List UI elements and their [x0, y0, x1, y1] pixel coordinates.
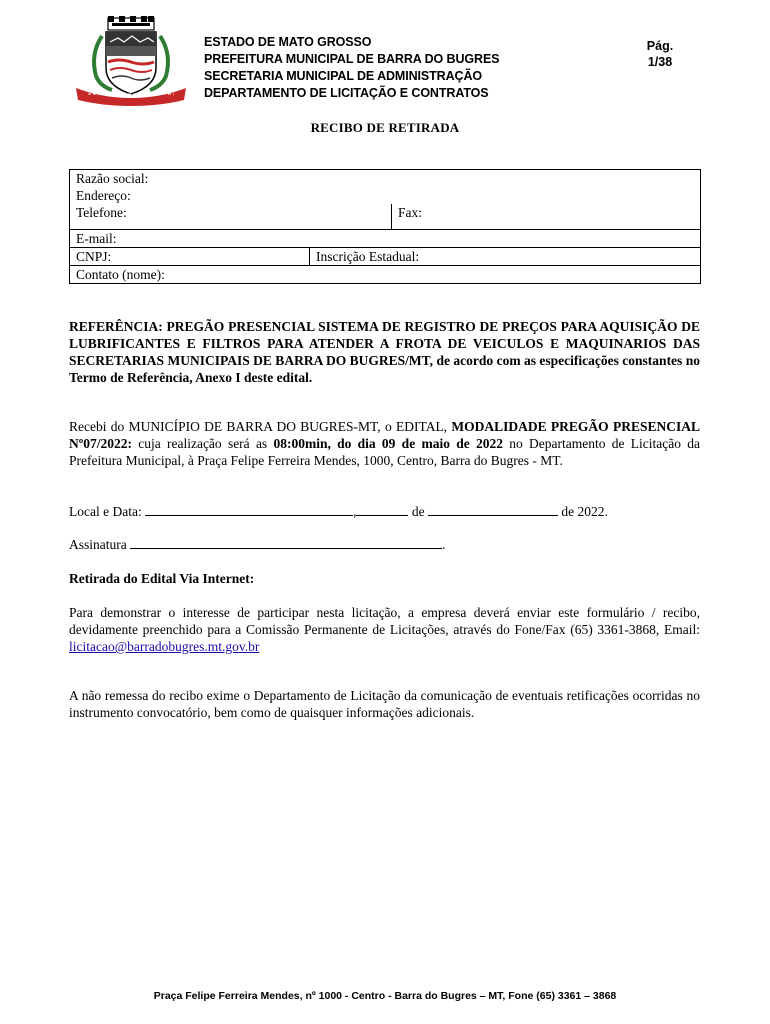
- form-row-razao: [70, 170, 700, 187]
- form-row-cnpj: [70, 247, 700, 265]
- demonstrar-text: Para demonstrar o interesse de participar nesta licitação, a empresa deverá enviar este formulário / recibo, devidamente preenchido para a Comissão Permanente de Licitações, através do Fone/Fax (65) 3361-3868, Email:: [69, 605, 700, 637]
- form-row-email: [70, 229, 700, 247]
- field-inscricao-estadual: Inscrição Estadual:: [316, 249, 420, 264]
- local-data-label: Local e Data:: [69, 504, 146, 519]
- field-fax: Fax:: [398, 205, 423, 220]
- header-state: ESTADO DE MATO GROSSO: [204, 35, 372, 49]
- header-secretariat: SECRETARIA MUNICIPAL DE ADMINISTRAÇÃO: [204, 69, 483, 83]
- header-city-hall: PREFEITURA MUNICIPAL DE BARRA DO BUGRES: [204, 52, 500, 66]
- recebi-date: 08:00min, do dia 09 de maio de 2022: [273, 436, 503, 451]
- page-number: [630, 38, 690, 70]
- document-header: [204, 34, 499, 102]
- field-email: E-mail:: [76, 231, 117, 246]
- recebi-text-2: cuja realização será as: [131, 436, 274, 451]
- day-blank: [356, 503, 408, 516]
- recebi-text-3: no Departamento de Licitação da Prefeitura Municipal, à Praça Felipe Ferreira Mendes, 1000, Centro, Barra do Bugres - MT.: [69, 436, 701, 468]
- page-footer: Praça Felipe Ferreira Mendes, nº 1000 - Centro - Barra do Bugres – MT, Fone (65) 3361 – 3868: [153, 990, 617, 1002]
- local-data-line: Local e Data: , de de 2022.: [69, 504, 608, 519]
- reference-paragraph: REFERÊNCIA: PREGÃO PRESENCIAL SISTEMA DE REGISTRO DE PREÇOS PARA AQUISIÇÃO DE LUBRIFICANTES E FILTROS PARA ATENDER A FROTA DE VEICULOS E MAQUINARIOS DAS SECRETARIAS MUNICIPAIS DE BARRA DO BUGRES/MT, de acordo com as especificações constantes no Termo de Referência, Anexo I deste edital.: [69, 319, 700, 385]
- field-razao-social: Razão social:: [76, 171, 149, 186]
- receipt-form: [69, 169, 701, 284]
- header-department: DEPARTAMENTO DE LICITAÇÃO E CONTRATOS: [204, 86, 489, 100]
- field-endereco: Endereço:: [76, 188, 131, 203]
- form-row-contato: [70, 265, 700, 283]
- field-telefone-label: Telefone:: [76, 205, 127, 220]
- recebi-text-1: Recebi do MUNICÍPIO DE BARRA DO BUGRES-MT, o EDITAL,: [69, 419, 452, 434]
- assinatura-label: Assinatura: [69, 537, 131, 552]
- local-blank: [145, 503, 353, 516]
- email-link[interactable]: licitacao@barradobugres.mt.gov.br: [69, 639, 260, 654]
- month-blank: [428, 503, 558, 516]
- demonstrar-paragraph: [69, 604, 700, 655]
- via-internet-heading: Retirada do Edital Via Internet:: [69, 571, 255, 586]
- signature-blank: [130, 536, 442, 549]
- document-title: RECIBO DE RETIRADA: [310, 120, 460, 135]
- page-label: Pág.: [646, 39, 674, 53]
- field-contato: Contato (nome):: [76, 267, 165, 282]
- page-value: 1/38: [647, 55, 673, 69]
- recebi-modalidade: MODALIDADE PREGÃO PRESENCIAL Nº07/2022:: [69, 419, 700, 451]
- municipal-crest-logo: [72, 14, 190, 106]
- recebi-paragraph: [69, 418, 700, 469]
- form-row-endereco: [70, 187, 700, 204]
- nao-remessa-paragraph: A não remessa do recibo exime o Departamento de Licitação da comunicação de eventuais retificações ocorridas no instrumento convocatório, bem como de quaisquer informações adicionais.: [69, 688, 700, 720]
- assinatura-line: Assinatura .: [69, 537, 446, 552]
- field-cnpj: CNPJ:: [70, 248, 310, 265]
- form-row-telefone: [70, 204, 700, 229]
- field-telefone: [70, 204, 392, 229]
